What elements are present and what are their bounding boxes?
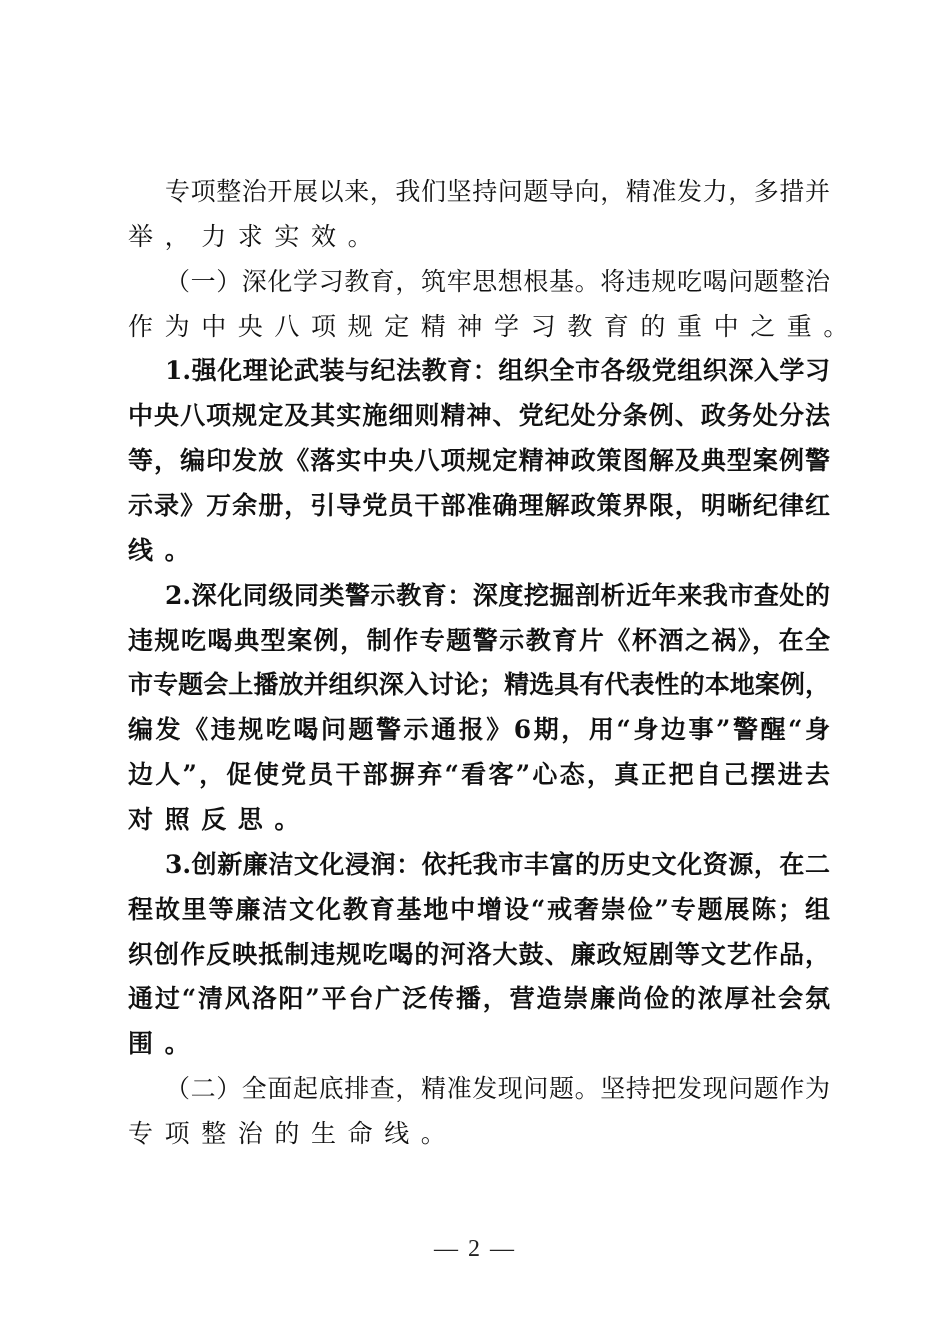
text-line: 1.强化理论武装与纪法教育：组织全市各级党组织深入学习 (165, 356, 830, 386)
text-line: 边人”，促使党员干部摒弃“看客”心态，真正把自己摆进去 (128, 760, 830, 790)
text-line: 围。 (128, 1029, 202, 1059)
text-line: （二）全面起底排查，精准发现问题。坚持把发现问题作为 (165, 1074, 830, 1104)
text-line: 2.深化同级同类警示教育：深度挖掘剖析近年来我市查处的 (165, 580, 830, 610)
numbered-item-3 (128, 843, 830, 1067)
text-line: 编发《违规吃喝问题警示通报》6期，用“身边事”警醒“身 (128, 715, 830, 745)
numbered-item-2 (128, 574, 830, 843)
text-line: 举，力求实效。 (128, 221, 385, 251)
page-number: — 2 — (434, 1236, 516, 1262)
text-line: （一）深化学习教育，筑牢思想根基。将违规吃喝问题整治 (165, 266, 830, 296)
numbered-item-1 (128, 349, 830, 573)
text-line: 织创作反映抵制违规吃喝的河洛大鼓、廉政短剧等文艺作品， (128, 939, 830, 969)
text-line: 等，编印发放《落实中央八项规定精神政策图解及典型案例警 (128, 446, 830, 476)
text-line: 线。 (128, 535, 202, 565)
text-line: 专项整治的生命线。 (128, 1119, 458, 1149)
text-line: 3.创新廉洁文化浸润：依托我市丰富的历史文化资源，在二 (165, 849, 830, 879)
text-line: 通过“清风洛阳”平台广泛传播，营造崇廉尚俭的浓厚社会氛 (128, 984, 830, 1014)
text-line: 违规吃喝典型案例，制作专题警示教育片《杯酒之祸》，在全 (128, 625, 830, 655)
text-line: 专项整治开展以来，我们坚持问题导向，精准发力，多措并 (165, 177, 830, 206)
document-body (128, 170, 861, 1157)
text-line: 作为中央八项规定精神学习教育的重中之重。 (128, 311, 861, 341)
text-line: 市专题会上播放并组织深入讨论；精选具有代表性的本地案例， (128, 670, 830, 700)
text-line: 对照反思。 (128, 805, 312, 835)
text-line: 示录》万余册，引导党员干部准确理解政策界限，明晰纪律红 (128, 491, 830, 521)
section-heading-1 (128, 260, 861, 350)
section-heading-2 (128, 1067, 830, 1157)
intro-paragraph (128, 170, 830, 260)
text-line: 中央八项规定及其实施细则精神、党纪处分条例、政务处分法 (128, 401, 830, 431)
text-line: 程故里等廉洁文化教育基地中增设“戒奢崇俭”专题展陈；组 (128, 894, 830, 924)
